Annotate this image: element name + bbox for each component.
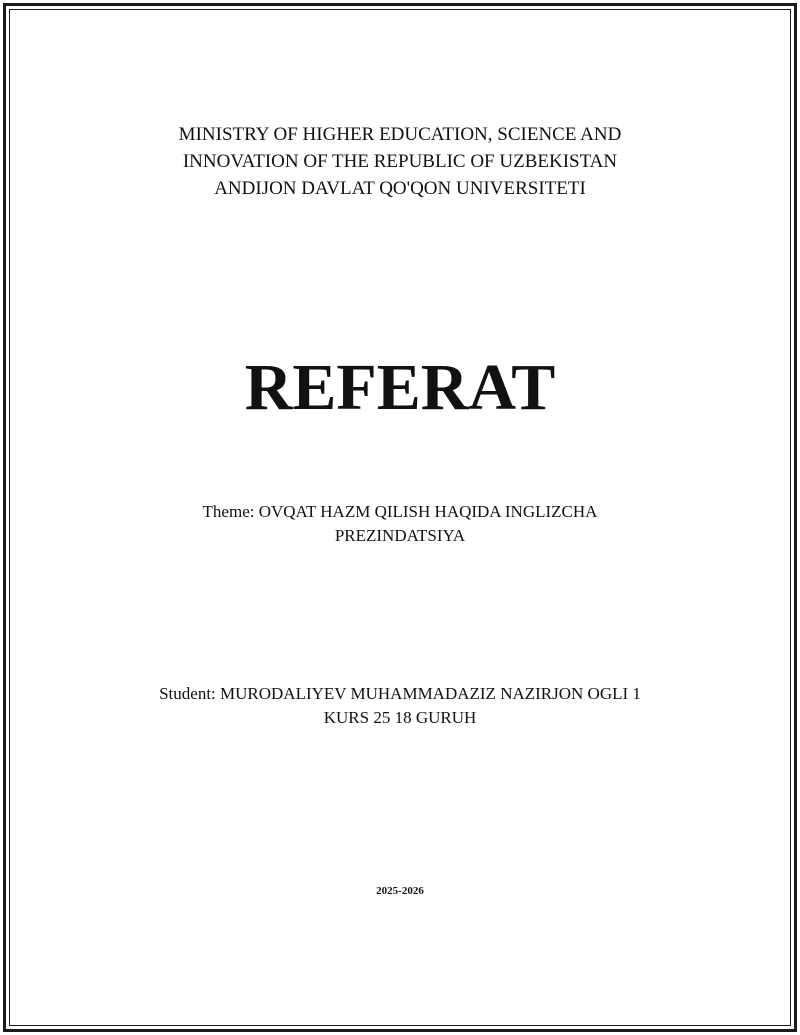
institution-line-3: ANDIJON DAVLAT QO'QON UNIVERSITETI: [214, 178, 586, 199]
theme-text: Theme: OVQAT HAZM QILISH HAQIDA INGLIZCHA PREZINDATSIYA: [202, 502, 598, 545]
document-title: REFERAT: [244, 351, 556, 424]
institution-header: [0, 121, 800, 202]
academic-year: 2025-2026: [376, 885, 424, 897]
institution-line-1: MINISTRY OF HIGHER EDUCATION, SCIENCE AND: [178, 124, 622, 145]
institution-line-2: INNOVATION OF THE REPUBLIC OF UZBEKISTAN: [182, 151, 618, 172]
student-info: Student: MURODALIYEV MUHAMMADAZIZ NAZIRJON OGLI 1 KURS 25 18 GURUH: [159, 684, 641, 727]
